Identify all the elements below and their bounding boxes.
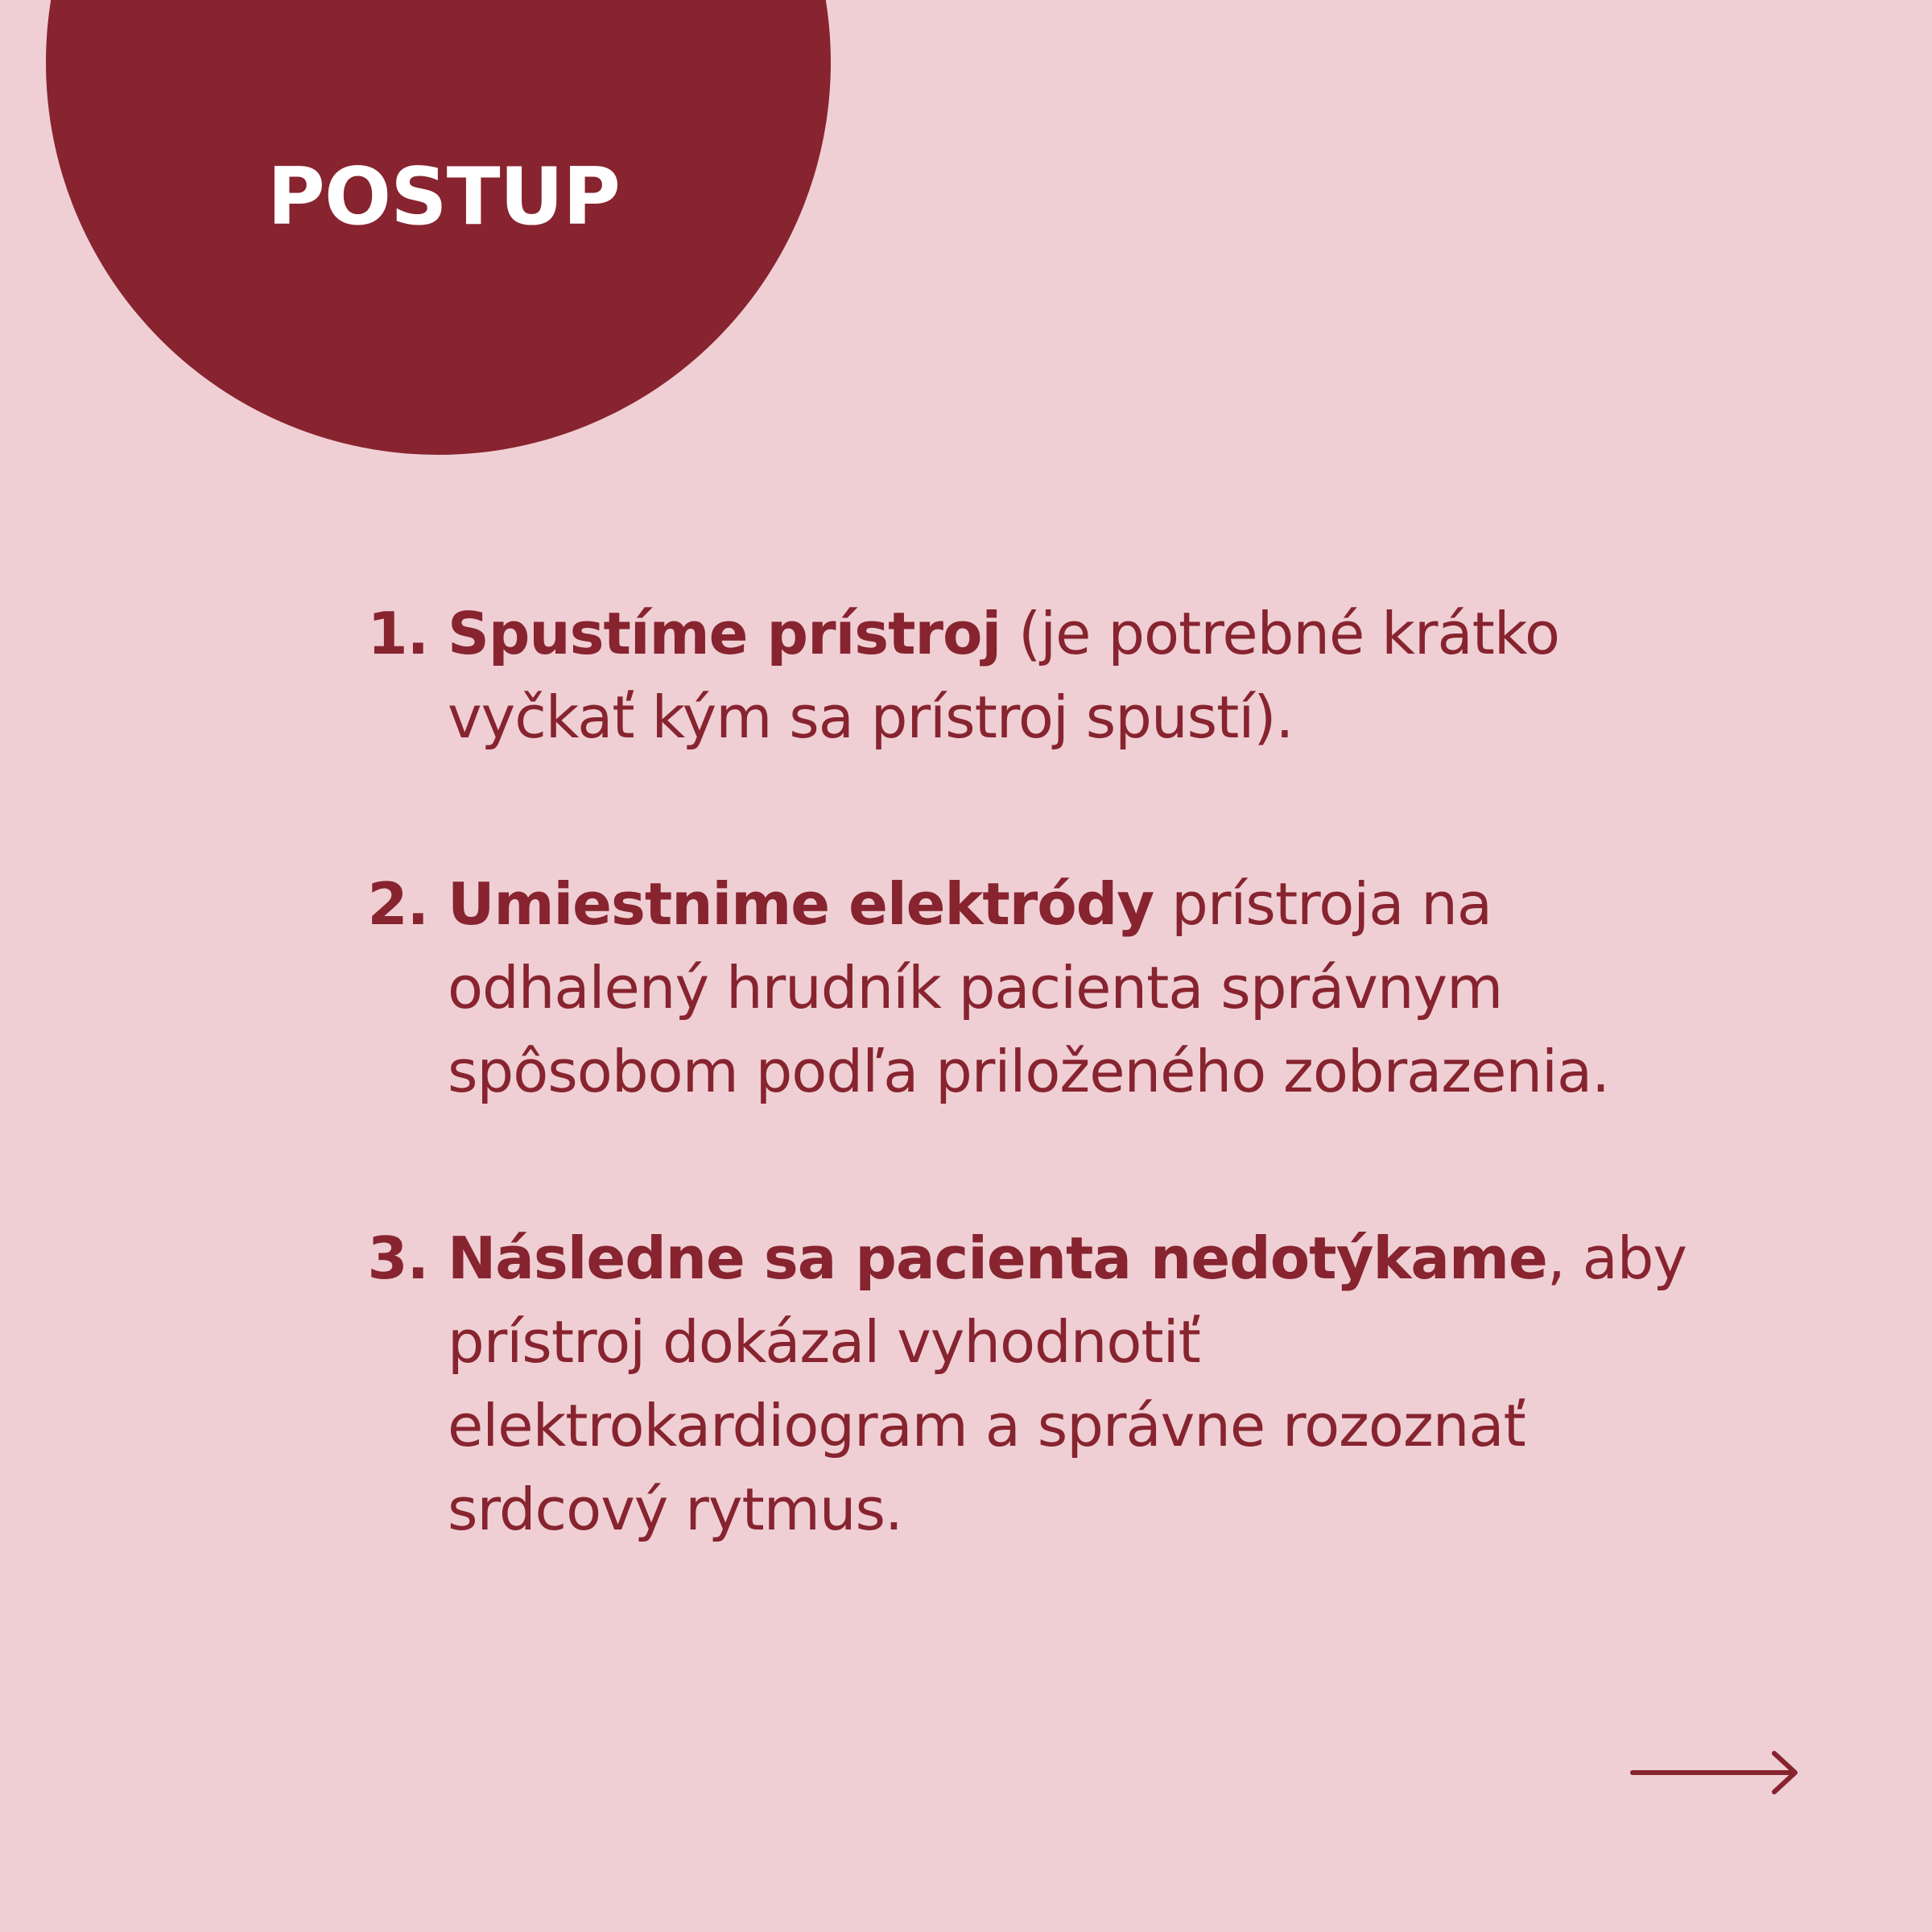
arrow-right-icon[interactable]: [1629, 1748, 1800, 1797]
step-item-2: [354, 862, 1723, 1113]
step-item-1: [354, 592, 1723, 759]
step-number: 3.: [367, 1224, 428, 1292]
step-text: (je potrebné krátko vyčkať kým sa prístroj spustí).: [448, 600, 1559, 751]
step-text: , aby prístroj dokázal vyhodnotiť elektrokardiogram a správne rozoznať srdcový rytmus.: [448, 1224, 1687, 1543]
steps-list: [354, 592, 1723, 1551]
step-bold-text: Umiestnime elektródy: [448, 870, 1154, 938]
step-bold-text: Následne sa pacienta nedotýkame: [448, 1224, 1547, 1292]
step-text: prístroja na odhalený hrudník pacienta správnym spôsobom podľa priloženého zobrazenia.: [448, 870, 1610, 1105]
step-bold-text: Spustíme prístroj: [448, 600, 1001, 667]
step-number: 2.: [367, 870, 428, 938]
step-item-3: [354, 1216, 1723, 1551]
step-number: 1.: [367, 600, 428, 667]
page-title: POSTUP: [267, 151, 620, 243]
